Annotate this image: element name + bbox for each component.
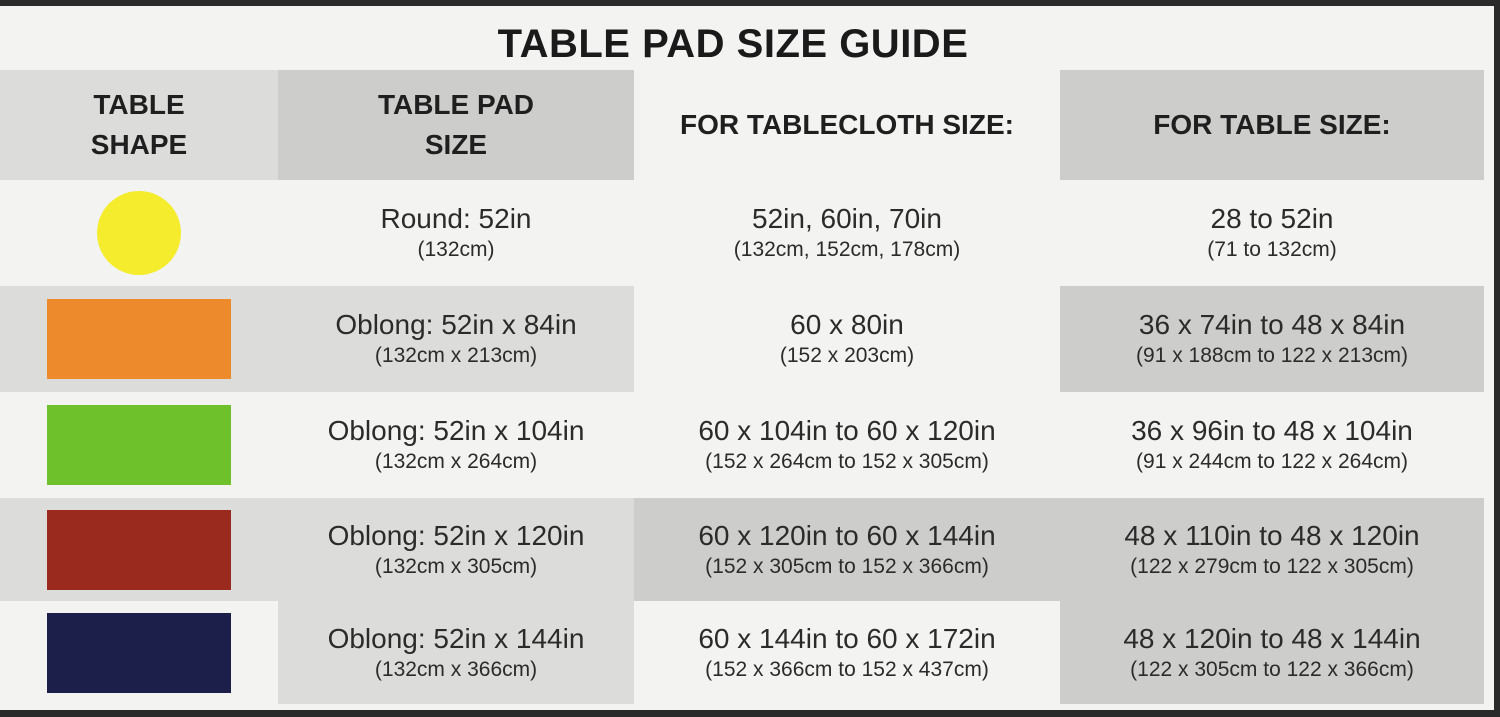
shape-cell <box>0 498 278 601</box>
pad-size: Oblong: 52in x 120in <box>327 519 585 551</box>
tablecloth-size-metric: (152 x 366cm to 152 x 437cm) <box>705 657 989 681</box>
pad-size: Oblong: 52in x 84in <box>335 309 577 340</box>
pad-size-metric: (132cm x 366cm) <box>374 657 538 681</box>
tablecloth-size-metric: (132cm, 152cm, 178cm) <box>733 238 961 261</box>
tablecloth-size-cell <box>634 180 1060 286</box>
tablecloth-size: 60 x 144in to 60 x 172in <box>698 622 996 654</box>
pad-size: Round: 52in <box>380 203 532 234</box>
pad-size-cell <box>278 286 634 392</box>
pad-size-cell <box>278 180 634 286</box>
shape-cell <box>0 180 278 286</box>
tablecloth-size-metric: (152 x 264cm to 152 x 305cm) <box>705 450 989 473</box>
table-size: 48 x 120in to 48 x 144in <box>1123 622 1421 654</box>
tablecloth-size-cell <box>634 601 1060 704</box>
table-size-cell <box>1060 601 1484 704</box>
header-label: TABLE PAD SIZE <box>377 89 535 160</box>
shape-cell <box>0 392 278 498</box>
pad-size-metric: (132cm x 264cm) <box>374 450 538 473</box>
size-guide-table <box>0 70 1484 704</box>
table-size-metric: (71 to 132cm) <box>1207 238 1337 261</box>
pad-size: Oblong: 52in x 144in <box>327 622 585 654</box>
table-size-cell <box>1060 180 1484 286</box>
table-size-metric: (122 x 279cm to 122 x 305cm) <box>1130 554 1414 578</box>
table-size-metric: (91 x 244cm to 122 x 264cm) <box>1136 450 1408 473</box>
tablecloth-size-metric: (152 x 305cm to 152 x 366cm) <box>705 554 989 578</box>
table-size-cell <box>1060 498 1484 601</box>
table-size-cell <box>1060 392 1484 498</box>
header-table-pad-size <box>278 70 634 180</box>
oblong-shape-swatch <box>47 510 231 590</box>
table-size: 48 x 110in to 48 x 120in <box>1124 519 1420 551</box>
table-size: 36 x 74in to 48 x 84in <box>1138 309 1406 340</box>
size-guide-card <box>0 6 1494 710</box>
tablecloth-size: 60 x 120in to 60 x 144in <box>698 519 996 551</box>
tablecloth-size-cell <box>634 498 1060 601</box>
shape-cell <box>0 286 278 392</box>
tablecloth-size: 60 x 80in <box>790 309 904 340</box>
round-shape-swatch <box>97 191 181 275</box>
tablecloth-size-cell <box>634 392 1060 498</box>
header-label: TABLE SHAPE <box>90 89 188 160</box>
table-size: 28 to 52in <box>1210 203 1334 234</box>
oblong-shape-swatch <box>47 299 231 379</box>
pad-size: Oblong: 52in x 104in <box>327 415 585 446</box>
tablecloth-size-metric: (152 x 203cm) <box>779 344 915 367</box>
pad-size-metric: (132cm x 305cm) <box>374 554 538 578</box>
pad-size-metric: (132cm) <box>417 238 495 261</box>
table-size: 36 x 96in to 48 x 104in <box>1131 415 1413 446</box>
header-tablecloth-size <box>634 70 1060 180</box>
oblong-shape-swatch <box>47 405 231 485</box>
tablecloth-size: 60 x 104in to 60 x 120in <box>698 415 996 446</box>
page-title: TABLE PAD SIZE GUIDE <box>497 22 969 66</box>
tablecloth-size: 52in, 60in, 70in <box>752 203 942 234</box>
oblong-shape-swatch <box>47 613 231 693</box>
header-label: FOR TABLE SIZE: <box>1153 109 1391 140</box>
table-size-cell <box>1060 286 1484 392</box>
header-table-size <box>1060 70 1484 180</box>
tablecloth-size-cell <box>634 286 1060 392</box>
pad-size-cell <box>278 498 634 601</box>
header-label: FOR TABLECLOTH SIZE: <box>680 109 1014 140</box>
table-size-metric: (91 x 188cm to 122 x 213cm) <box>1136 344 1408 367</box>
table-size-metric: (122 x 305cm to 122 x 366cm) <box>1130 657 1414 681</box>
shape-cell <box>0 601 278 704</box>
header-table-shape <box>0 70 278 180</box>
pad-size-cell <box>278 601 634 704</box>
pad-size-cell <box>278 392 634 498</box>
pad-size-metric: (132cm x 213cm) <box>374 344 538 367</box>
